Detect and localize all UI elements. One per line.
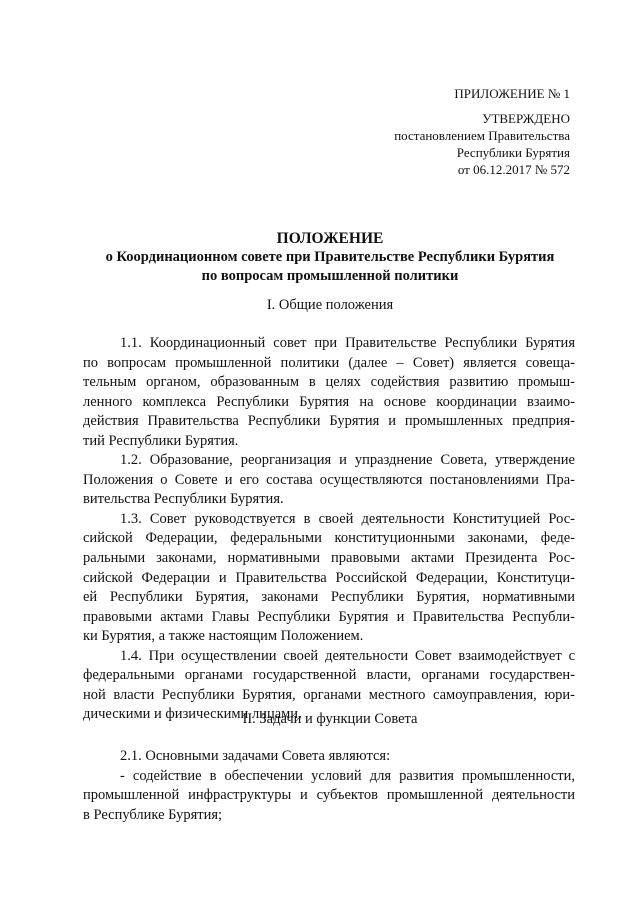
text-line: ной власти Республики Бурятия, органами местного самоуправления, юри- — [83, 686, 575, 703]
text-line: - содействие в обеспечении условий для развития промышленности, — [120, 767, 575, 784]
text-line: 2.1. Основными задачами Совета являются: — [120, 748, 391, 764]
text-line: тий Республики Бурятия. — [83, 432, 239, 449]
title-subtitle: о Координационном совете при Правительстве Республики Бурятия — [105, 249, 555, 265]
section-tasks-text — [83, 747, 575, 825]
title-subtitle: по вопросам промышленной политики — [201, 268, 459, 284]
text-line: 1.2. Образование, реорганизация и упразднение Совета, утверждение — [120, 452, 575, 469]
approval-line: УТВЕРЖДЕНО — [482, 111, 570, 126]
text-line: 1.1. Координационный совет при Правительстве Республики Бурятия — [120, 335, 575, 351]
text-line: ральными законами, нормативными правовыми актами Президента Рос- — [83, 550, 575, 567]
text-line: промышленной инфраструктуры и субъектов промышленной деятельности — [83, 787, 575, 804]
text-line: правовыми актами Главы Республики Бурятия и Правительства Республи- — [83, 608, 575, 625]
appendix-number: ПРИЛОЖЕНИЕ № 1 — [454, 86, 570, 101]
text-line: сийской Федерации и Правительства Российской Федерации, Конституци- — [83, 569, 575, 586]
text-line: по вопросам промышленной политики (далее – Совет) является совеща- — [83, 354, 575, 371]
text-line: ленного комплекса Республики Бурятия на основе координации взаимо- — [83, 393, 575, 410]
section-general-text — [83, 334, 575, 725]
document-title — [60, 229, 600, 286]
text-line: ки Бурятия, а также настоящим Положением. — [83, 628, 364, 645]
text-line: 1.4. При осуществлении своей деятельности Совет взаимодействует с — [120, 647, 575, 664]
title-main: ПОЛОЖЕНИЕ — [276, 230, 384, 247]
text-line: ей Республики Бурятия, законами Республики Бурятия, нормативными — [83, 589, 575, 606]
appendix-label — [360, 86, 570, 102]
approval-line: постановлением Правительства — [394, 128, 570, 143]
approval-line: от 06.12.2017 № 572 — [457, 162, 570, 177]
section-heading-general: I. Общие положения — [266, 297, 394, 313]
text-line: в Республике Бурятия; — [83, 806, 223, 823]
text-line: тельным органом, образованным в целях содействия развитию промыш- — [83, 374, 575, 391]
text-line: действия Правительства Республики Бурятия и промышленных предприя- — [83, 413, 575, 430]
text-line: федеральными органами государственной власти, органами государствен- — [83, 667, 575, 684]
text-line: дическими и физическими лицами. — [83, 706, 302, 723]
text-line: вительства Республики Бурятия. — [83, 491, 284, 508]
approval-line: Республики Бурятия — [456, 145, 570, 160]
text-line: сийской Федерации, федеральными конституционными законами, феде- — [83, 530, 575, 547]
approval-stamp — [360, 110, 570, 178]
section-heading-tasks: II. Задачи и функции Совета — [242, 711, 418, 727]
text-line: Положения о Совете и его состава осуществляются постановлениями Пра- — [83, 471, 575, 488]
text-line: 1.3. Совет руководствуется в своей деятельности Конституцией Рос- — [120, 510, 575, 527]
